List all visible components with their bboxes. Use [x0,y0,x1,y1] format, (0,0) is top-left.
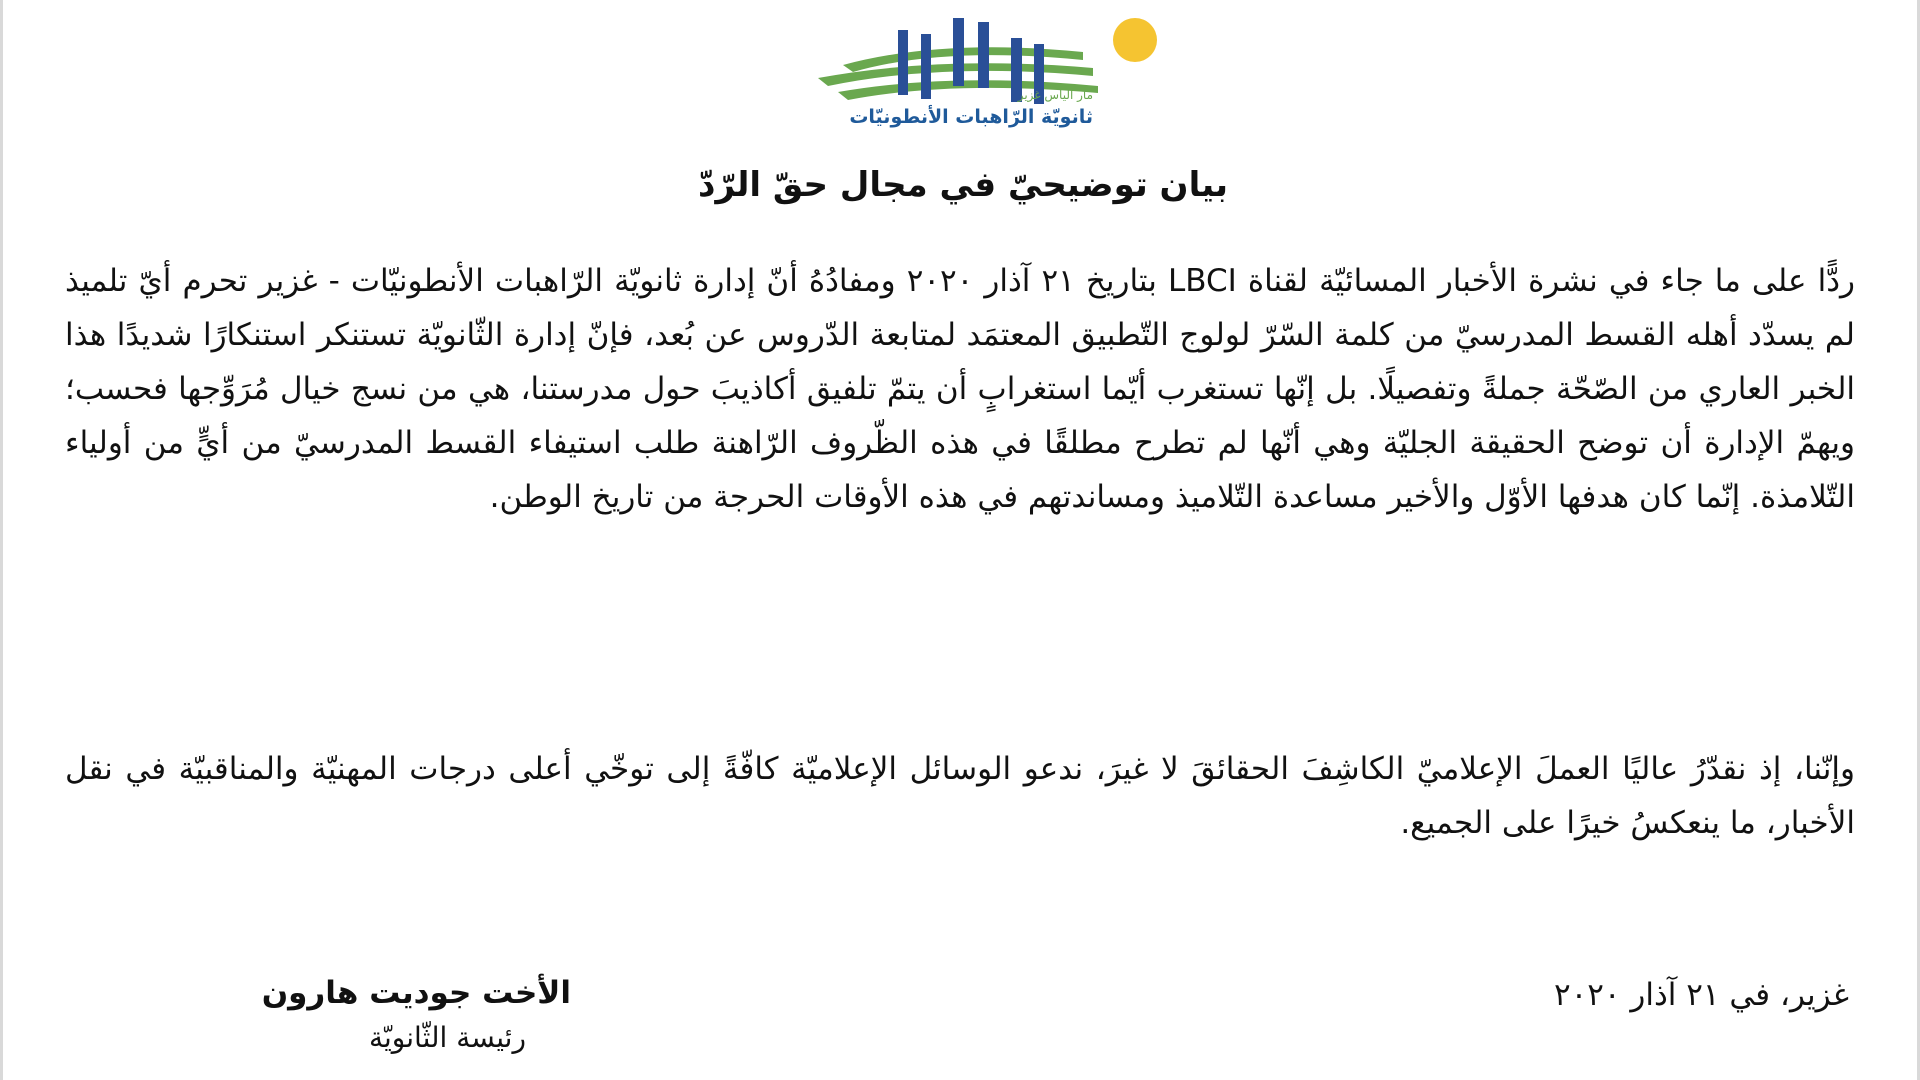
statement-paragraph-1: ردًّا على ما جاء في نشرة الأخبار المسائيّة لقناة LBCI بتاريخ ٢١ آذار ٢٠٢٠ ومفادُهُ أنّ إدارة ثانويّة الرّاهبات الأنطونيّات - غزير تحرم أيّ تلميذ لم يسدّد أهله القسط المدرسيّ من كلمة السّرّ لولوج التّطبيق المعتمَد لمتابعة الدّروس عن بُعد، فإنّ إدارة الثّانويّة تستنكر استنكارًا شديدًا هذا الخبر العاري من الصّحّة جملةً وتفصيلًا. بل إنّها تستغرب أيّما استغرابٍ أن يتمّ تلفيق أكاذيبَ حول مدرستنا، هي من نسج خيال مُرَوِّجها فحسب؛ ويهمّ الإدارة أن توضح الحقيقة الجليّة وهي أنّها لم تطرح مطلقًا في هذه الظّروف الرّاهنة طلب استيفاء القسط المدرسيّ من أيٍّ من أولياء التّلامذة. إنّما كان هدفها الأوّل والأخير مساعدة التّلاميذ ومساندتهم في هذه الأوقات الحرجة من تاريخ الوطن. [65,263,1855,515]
school-logo [743,10,1183,135]
statement-paragraph-2: وإنّنا، إذ نقدّرُ عاليًا العملَ الإعلاميّ الكاشِفَ الحقائقَ لا غيرَ، ندعو الوسائل الإعلاميّة كافّةً إلى توخّي أعلى درجات المهنيّة والمناقبيّة في نقل الأخبار، ما ينعكسُ خيرًا على الجميع. [65,751,1855,841]
statement-title: بيان توضيحيّ في مجال حقّ الرّدّ [698,165,1228,205]
place-date: غزير، في ٢١ آذار ٢٠٢٠ [1553,977,1849,1013]
signature-block [71,970,571,1060]
logo-small-text: مار الياس غزير [1017,88,1093,102]
logo-school-name: ثانويّة الرّاهبات الأنطونيّات [849,106,1093,128]
signer-name: الأخت جوديت هارون [261,975,571,1011]
signer-role: رئيسة الثّانويّة [368,1021,526,1054]
